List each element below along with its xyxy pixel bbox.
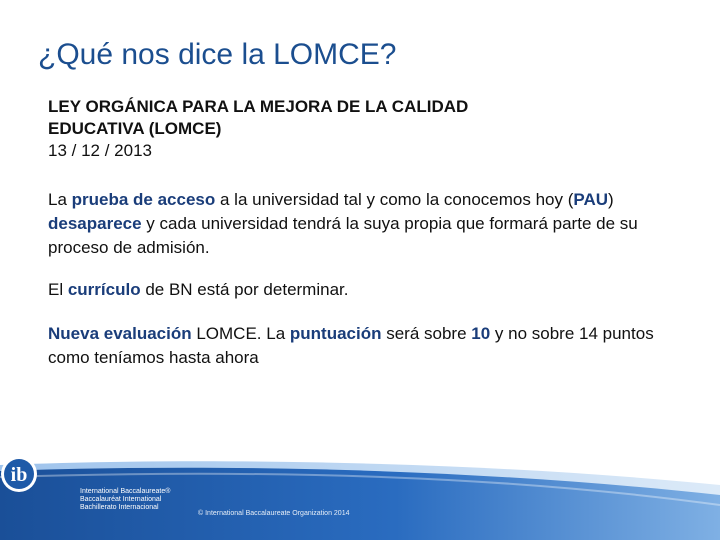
paragraph-evaluation	[48, 322, 688, 370]
highlight-pau: PAU	[573, 190, 609, 209]
ib-logo-icon	[0, 455, 38, 493]
highlight-10: 10	[471, 324, 491, 343]
text-segment: será sobre	[381, 324, 472, 343]
ib-organization-names	[80, 488, 170, 512]
text-segment: y cada universidad tendrá la suya propia que formará parte de su proceso de admisión.	[48, 214, 638, 257]
org-name-french: Baccalauréat International	[80, 496, 162, 503]
highlight-desaparece: desaparece	[48, 214, 142, 233]
slide-title: ¿Qué nos dice la LOMCE?	[38, 38, 397, 71]
paragraph-access-test	[48, 188, 688, 260]
text-segment: y no sobre 14 puntos como teníamos hasta ahora	[48, 324, 654, 367]
text-segment: a la universidad tal y como la conocemos hoy (	[215, 190, 574, 209]
highlight-curriculo: currículo	[67, 280, 141, 299]
law-heading-line1: LEY ORGÁNICA PARA LA MEJORA DE LA CALIDAD	[48, 97, 469, 116]
law-heading	[48, 96, 688, 140]
text-segment: LOMCE. La	[191, 324, 290, 343]
text-segment: El	[48, 280, 68, 299]
copyright-notice: © International Baccalaureate Organization 2014	[198, 510, 350, 517]
highlight-prueba-de-acceso: prueba de acceso	[71, 190, 216, 209]
org-name-english: International Baccalaureate®	[80, 488, 171, 495]
law-heading-line2: EDUCATIVA (LOMCE)	[48, 119, 222, 138]
highlight-puntuacion: puntuación	[289, 324, 382, 343]
law-date: 13 / 12 / 2013	[48, 141, 152, 160]
ib-logo-letters: ib	[10, 464, 28, 486]
footer-band	[0, 455, 720, 540]
org-name-spanish: Bachillerato Internacional	[80, 504, 159, 511]
text-segment: de BN está por determinar.	[140, 280, 349, 299]
paragraph-curriculum	[48, 278, 688, 302]
text-segment: La	[48, 190, 72, 209]
highlight-nueva-evaluacion: Nueva evaluación	[48, 324, 192, 343]
text-segment: )	[608, 190, 614, 209]
slide-content	[48, 96, 688, 370]
